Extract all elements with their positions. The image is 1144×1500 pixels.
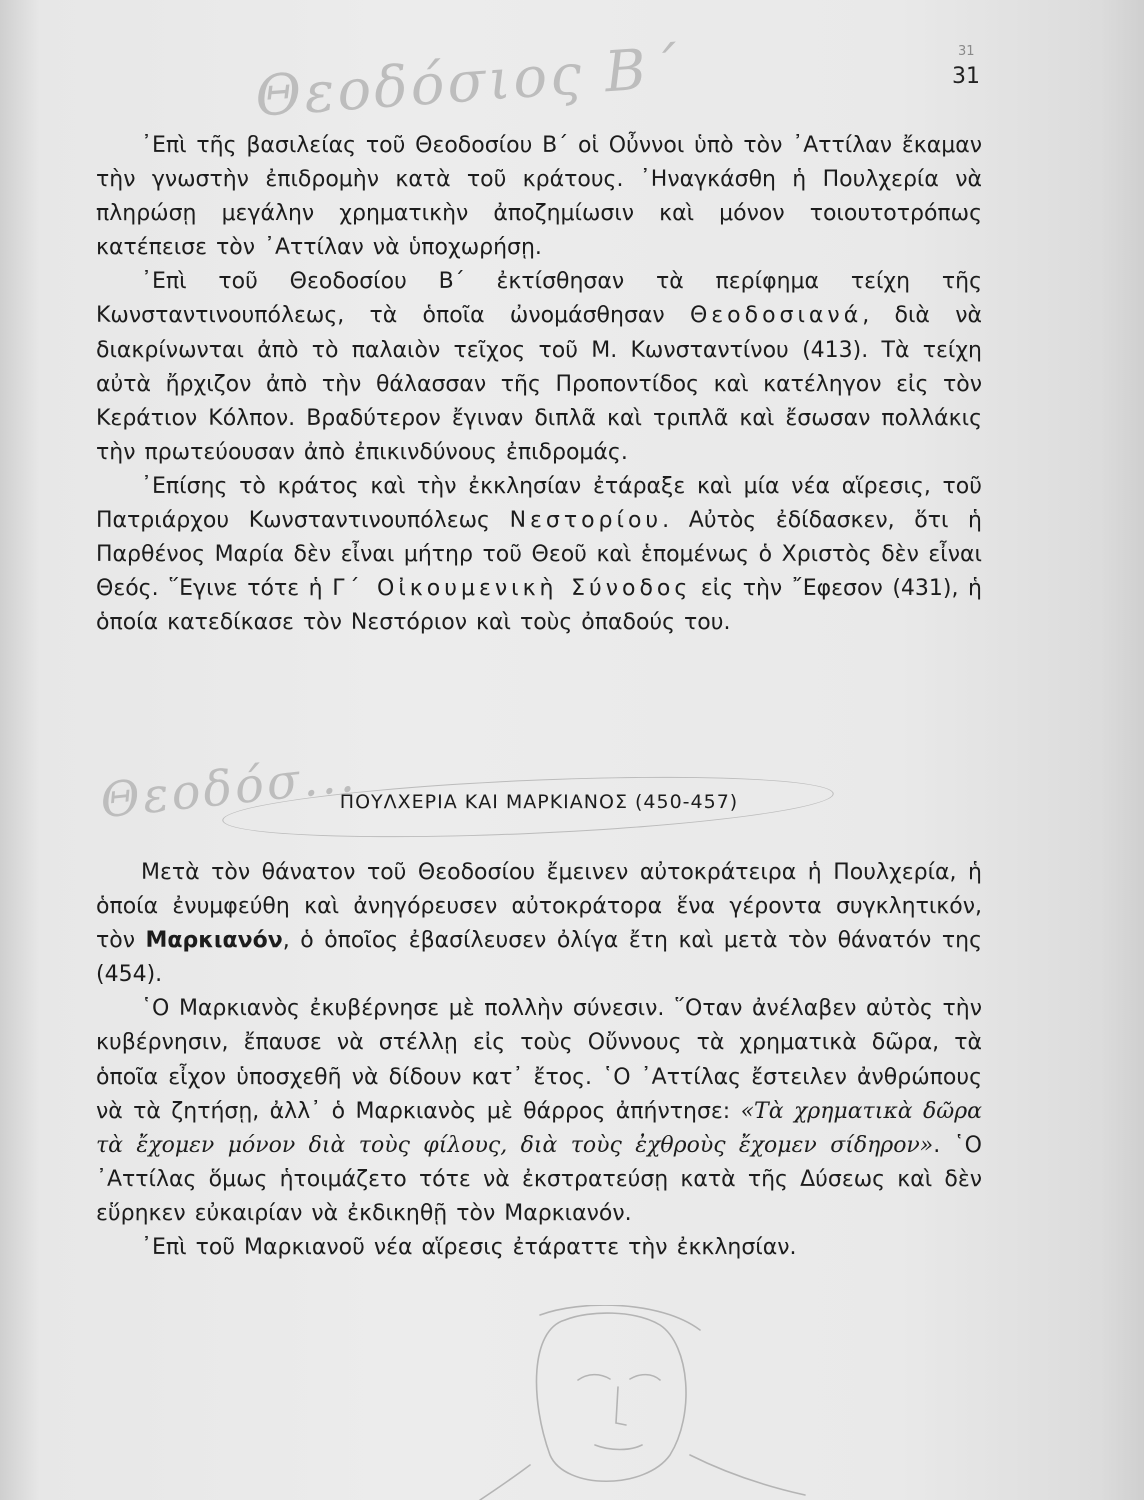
paragraph: ᾿Επὶ τῆς βασιλείας τοῦ Θεοδοσίου Β΄ οἱ Οὖννοι ὑπὸ τὸν ᾿Αττίλαν ἔκαμαν τὴν γνωστὴν ἐπιδρομὴν κατὰ τοῦ κράτους. ᾿Ηναγκάσθη ἡ Πουλχερία νὰ πληρώσῃ μεγάλην χρηματικὴν ἀποζημίωσιν καὶ μόνον τοιουτοτρόπως κατέπεισε τὸν ᾿Αττίλαν νὰ ὑποχωρήσῃ. — [96, 133, 982, 261]
page-number: 31 — [952, 64, 980, 89]
pencil-corner-mark: 31 — [958, 44, 975, 59]
spaced-emphasis: Γ΄ Οἰκουμενικὴ Σύνοδος — [332, 576, 692, 602]
paragraph: ᾿Επὶ τοῦ Μαρκιανοῦ νέα αἵρεσις ἐτάραττε τὴν ἐκκλησίαν. — [141, 1235, 797, 1261]
section-heading: ΠΟΥΛΧΕΡΙΑ ΚΑΙ ΜΑΡΚΙΑΝΟΣ (450-457) — [339, 791, 739, 813]
spaced-emphasis: Θεοδοσιανά — [689, 303, 863, 329]
bold-name: Μαρκιανόν — [145, 928, 283, 954]
paragraph: Μετὰ τὸν θάνατον τοῦ Θεοδοσίου ἔμεινεν αὐτοκράτειρα ἡ Πουλχερία, ἡ ὁποία ἐνυμφεύθη καὶ ἀνηγόρευσεν αὐτοκράτορα ἕνα γέροντα συγκλητικόν, τὸν Μαρκιανόν, ὁ ὁποῖος ἐβασίλευσεν ὀλίγα ἔτη καὶ μετὰ τὸν θάνατόν της (454). — [96, 860, 982, 988]
pencil-annotation-top: Θεοδόσιος Β΄ — [253, 35, 683, 130]
text-block-top — [96, 129, 982, 640]
italic-quote: «Τὰ χρηματικὰ δῶρα τὰ ἔχομεν μόνον διὰ τοὺς φίλους, διὰ τοὺς ἐχθροὺς ἔχομεν σίδηρον» — [96, 1098, 982, 1158]
spaced-emphasis: Νεστορίου — [509, 508, 663, 534]
paragraph: ᾿Επὶ τοῦ Θεοδοσίου Β΄ ἐκτίσθησαν τὰ περίφημα τείχη τῆς Κωνσταντινουπόλεως, τὰ ὁποῖα ὠνομάσθησαν Θεοδοσιανά, διὰ νὰ διακρίνωνται ἀπὸ τὸ παλαιὸν τεῖχος τοῦ Μ. Κωνσταντίνου (413). Τὰ τείχη αὐτὰ ἤρχιζον ἀπὸ τὴν θάλασσαν τῆς Προποντίδος καὶ κατέληγον εἰς τὸν Κεράτιον Κόλπον. Βραδύτερον ἔγιναν διπλᾶ καὶ τριπλᾶ καὶ ἔσωσαν πολλάκις τὴν πρωτεύουσαν ἀπὸ ἐπικινδύνους ἐπιδρομάς. — [96, 269, 982, 465]
paragraph: ῾Ο Μαρκιανὸς ἐκυβέρνησε μὲ πολλὴν σύνεσιν. ῞Οταν ἀνέλαβεν αὐτὸς τὴν κυβέρνησιν, ἔπαυσε νὰ στέλλῃ εἰς τοὺς Οὔννους τὰ χρηματικὰ δῶρα, τὰ ὁποῖα εἶχον ὑποσχεθῆ νὰ δίδουν κατ᾿ ἔτος. ῾Ο ᾿Αττίλας ἔστειλεν ἀνθρώπους νὰ τὰ ζητήσῃ, ἀλλ᾿ ὁ Μαρκιανὸς μὲ θάρρος ἀπήντησε: «Τὰ χρηματικὰ δῶρα τὰ ἔχομεν μόνον διὰ τοὺς φίλους, διὰ τοὺς ἐχθροὺς ἔχομεν σίδηρον». ῾Ο ᾿Αττίλας ὅμως ἡτοιμάζετο τότε νὰ ἐκστρατεύσῃ κατὰ τῆς Δύσεως καὶ δὲν εὕρηκεν εὐκαιρίαν νὰ ἐκδικηθῇ τὸν Μαρκιανόν. — [96, 996, 982, 1226]
paragraph: ᾿Επίσης τὸ κράτος καὶ τὴν ἐκκλησίαν ἐτάραξε καὶ μία νέα αἵρεσις, τοῦ Πατριάρχου Κωνσταντινουπόλεως Νεστορίου. Αὐτὸς ἐδίδασκεν, ὅτι ἡ Παρθένος Μαρία δὲν εἶναι μήτηρ τοῦ Θεοῦ καὶ ἑπομένως ὁ Χριστὸς δὲν εἶναι Θεός. ῞Εγινε τότε ἡ Γ΄ Οἰκουμενικὴ Σύνοδος εἰς τὴν ῎Εφεσον (431), ἡ ὁποία κατεδίκασε τὸν Νεστόριον καὶ τοὺς ὀπαδούς του. — [96, 473, 982, 636]
pencil-annotation-middle: Θεοδόσ... — [97, 746, 360, 830]
pencil-sketch-face — [470, 1305, 810, 1500]
text-block-bottom — [96, 856, 982, 1265]
